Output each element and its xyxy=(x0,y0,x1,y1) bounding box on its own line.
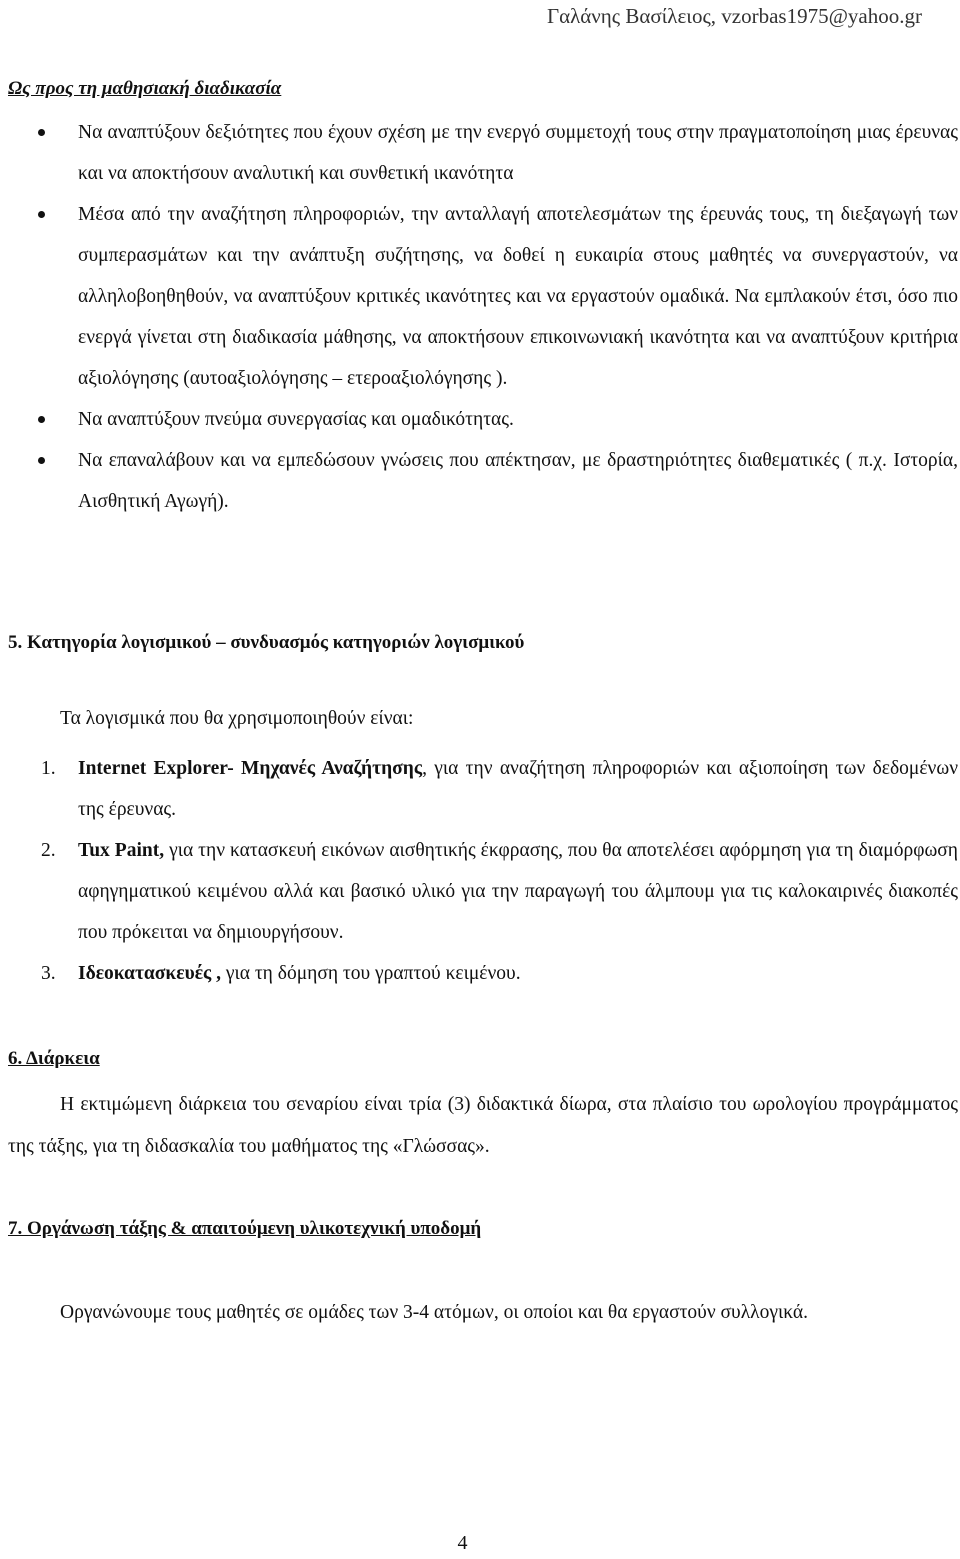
list-item: Να επαναλάβουν και να εμπεδώσουν γνώσεις που απέκτησαν, με δραστηριότητες διαθεματικές ( π.χ. Ιστορία, Αισθητική Αγωγή). xyxy=(8,440,958,522)
software-intro: Τα λογισμικά που θα χρησιμοποιηθούν είναι: xyxy=(60,708,414,729)
author-email[interactable]: vzorbas1975@yahoo.gr xyxy=(721,4,922,28)
learning-bullet-list xyxy=(8,112,958,522)
list-item: Μέσα από την αναζήτηση πληροφοριών, την ανταλλαγή αποτελεσμάτων της έρευνάς τους, τη διεξαγωγή των συμπερασμάτων και την ανάπτυξη συζήτησης, να δοθεί η ευκαιρία στους μαθητές να συνεργαστούν, να αλληλοβοηθηθούν, να αναπτύξουν κριτικές ικανότητες και να εργαστούν ομαδικά. Να εμπλακούν έτσι, όσο πιο ενεργά γίνεται στη διαδικασία μάθησης, να αποκτήσουν επικοινωνιακή ικανότητα και να αναπτύξουν κριτήρια αξιολόγησης (αυτοαξιολόγησης – ετεροαξιολόγησης ). xyxy=(8,194,958,399)
software-section-title: 5. Κατηγορία λογισμικού – συνδυασμός κατηγοριών λογισμικού xyxy=(8,632,525,653)
bullet-icon xyxy=(38,457,45,464)
software-name: Ιδεοκατασκευές , xyxy=(78,963,222,984)
list-item: 2. Tux Paint, για την κατασκευή εικόνων αισθητικής έκφρασης, που θα αποτελέσει αφόρμηση για τη διαμόρφωση αφηγηματικού κειμένου αλλά και βασικό υλικό για την παραγωγή του άλμπουμ για τις καλοκαιρινές διακοπές που πρόκειται να δημιουργήσουν. xyxy=(41,840,959,943)
software-name: Internet Explorer- Μηχανές Αναζήτησης xyxy=(78,758,423,779)
organization-text: Οργανώνουμε τους μαθητές σε ομάδες των 3-4 ατόμων, οι οποίοι και θα εργαστούν συλλογικά. xyxy=(60,1302,808,1323)
list-item: Να αναπτύξουν πνεύμα συνεργασίας και ομαδικότητας. xyxy=(8,399,958,440)
list-item: 1. Internet Explorer- Μηχανές Αναζήτησης, για την αναζήτηση πληροφοριών και αξιοποίηση των δεδομένων της έρευνας. xyxy=(41,758,959,820)
learning-section-title: Ως προς τη μαθησιακή διαδικασία xyxy=(8,78,282,99)
page-number: 4 xyxy=(457,1532,468,1554)
bullet-icon xyxy=(38,211,45,218)
software-list xyxy=(8,748,958,994)
bullet-icon xyxy=(38,416,45,423)
software-name: Tux Paint, xyxy=(78,840,165,861)
author-name: Γαλάνης Βασίλειος, xyxy=(546,4,717,28)
page-header xyxy=(547,4,922,29)
duration-text: Η εκτιμώμενη διάρκεια του σεναρίου είναι τρία (3) διδακτικά δίωρα, στα πλαίσιο του ωρολογίου προγράμματος της τάξης, για τη διδασκαλία του μαθήματος της «Γλώσσας». xyxy=(8,1094,958,1157)
list-item: 3. Ιδεοκατασκευές , για τη δόμηση του γραπτού κειμένου. xyxy=(41,963,521,984)
organization-section-title: 7. Οργάνωση τάξης & απαιτούμενη υλικοτεχνική υποδομή xyxy=(8,1218,482,1239)
bullet-icon xyxy=(38,129,45,136)
duration-section-title: 6. Διάρκεια xyxy=(8,1048,100,1069)
list-item: Να αναπτύξουν δεξιότητες που έχουν σχέση με την ενεργό συμμετοχή τους στην πραγματοποίηση μιας έρευνας και να αποκτήσουν αναλυτική και συνθετική ικανότητα xyxy=(8,112,958,194)
